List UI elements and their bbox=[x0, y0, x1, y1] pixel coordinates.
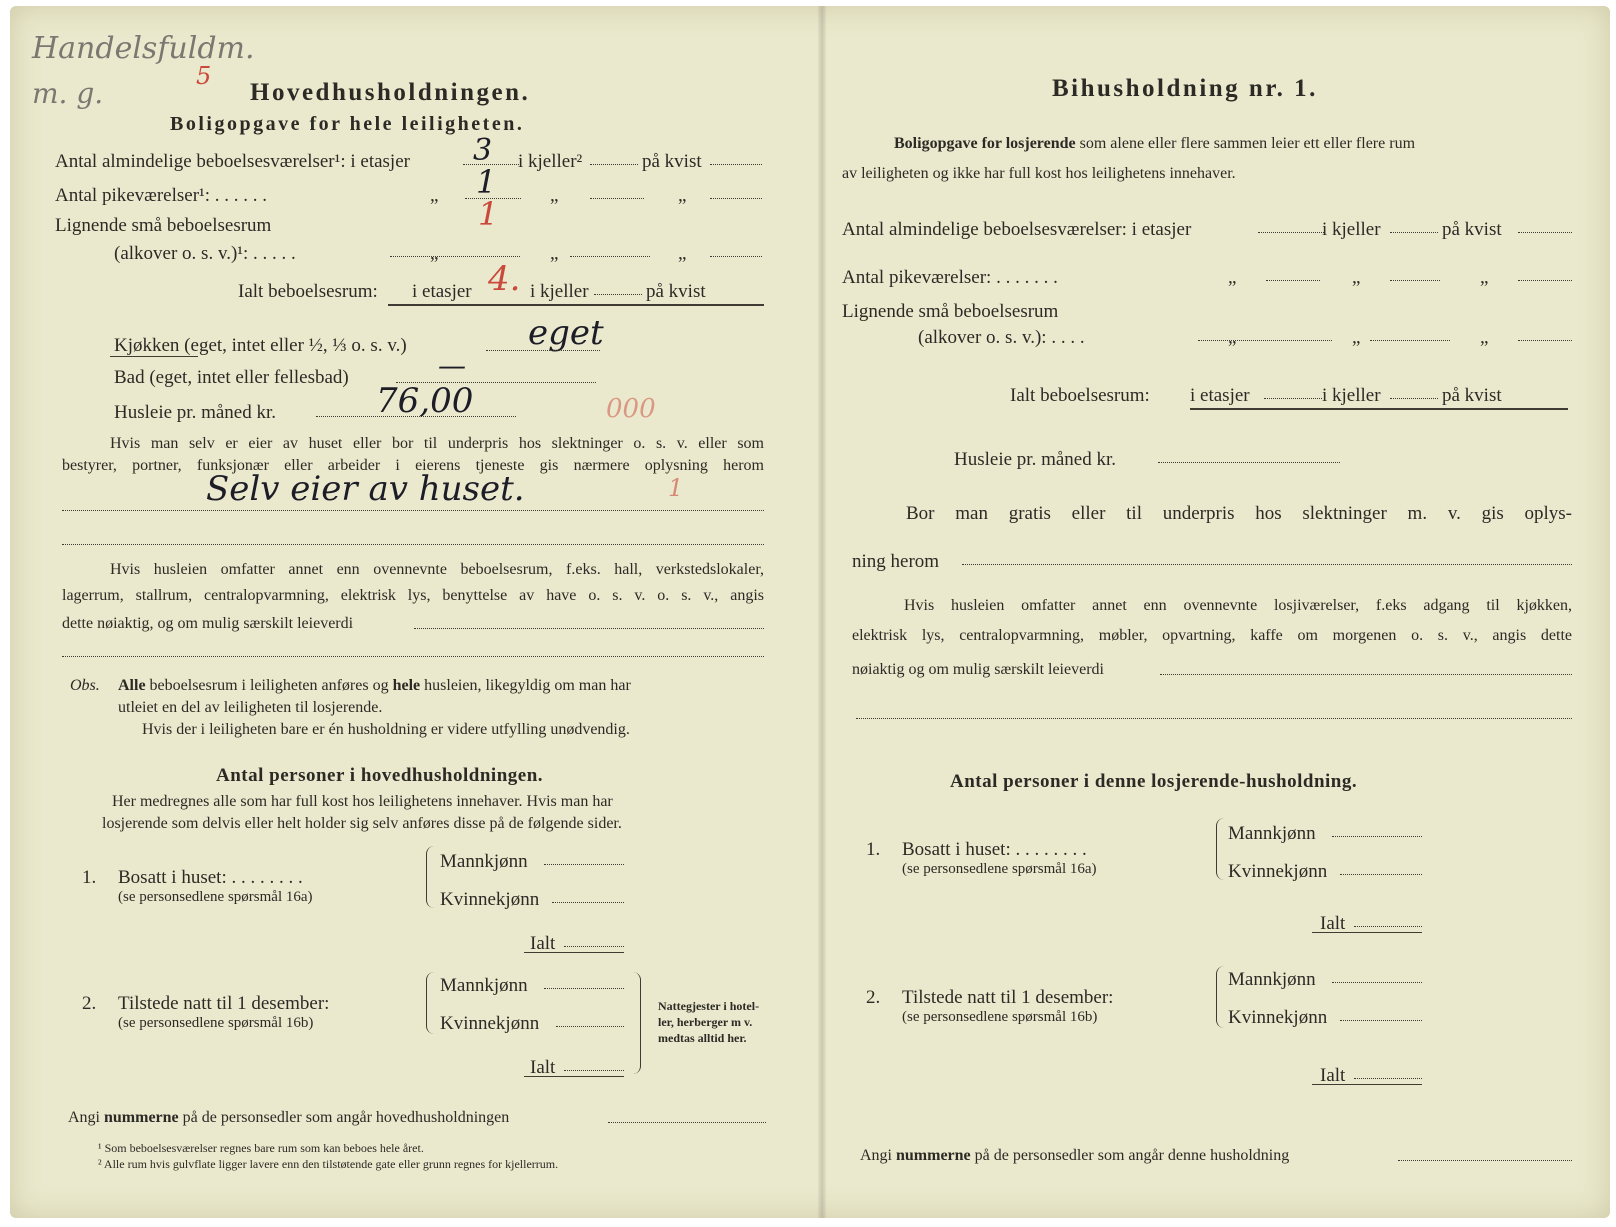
right-rent-label: Husleie pr. måned kr. bbox=[954, 449, 1116, 470]
right-q2-label: Tilstede natt til 1 desember: bbox=[902, 987, 1114, 1008]
q2-male-line bbox=[544, 988, 624, 989]
angi-a: Angi bbox=[68, 1109, 100, 1126]
kitchen-underline bbox=[110, 356, 198, 357]
right-extra-line-2 bbox=[856, 718, 1572, 719]
right-extra-2: elektrisk lys, centralopvarmning, møbler, opvartning, kaffe om morgenen o. s. v., angis dette bbox=[852, 627, 1572, 644]
right-q2-male-line bbox=[1332, 982, 1422, 983]
small-kvist-line bbox=[710, 256, 762, 257]
q1-brace bbox=[426, 846, 435, 908]
right-pike-label: Antal pikeværelser: . . . . . . . bbox=[842, 267, 1058, 288]
right-rooms-label: Antal almindelige beboelsesværelser: i etasjer bbox=[842, 219, 1192, 240]
obs-alle: Alle bbox=[118, 677, 146, 694]
right-rooms-kjeller-line bbox=[1390, 232, 1438, 233]
rooms-label: Antal almindelige beboelsesværelser¹: i etasjer bbox=[55, 151, 410, 172]
ditto-mark: „ bbox=[550, 243, 559, 264]
right-q2-male: Mannkjønn bbox=[1228, 969, 1316, 990]
rooms-etasjer-value: 3 bbox=[473, 133, 493, 168]
footnote-2: ² Alle rum hvis gulvflate ligger lavere enn den tilstøtende gate eller grunn regnes for kjellerrum. bbox=[98, 1157, 559, 1171]
right-q1-total-line bbox=[1354, 926, 1422, 927]
total-kjeller-label: i kjeller bbox=[530, 281, 589, 302]
ditto-mark: „ bbox=[1352, 267, 1361, 288]
rooms-kvist-line bbox=[710, 164, 762, 165]
right-q1-number: 1. bbox=[866, 839, 881, 860]
ditto-mark: „ bbox=[678, 185, 687, 206]
right-persons-title: Antal personer i denne losjerende-husholdning. bbox=[950, 771, 1358, 792]
page-title: Hovedhusholdningen. bbox=[250, 79, 531, 106]
page-subtitle: Boligopgave for hele leiligheten. bbox=[170, 113, 525, 135]
pike-kvist-line bbox=[710, 198, 762, 199]
small-etasjer-line bbox=[390, 256, 520, 257]
persons-title: Antal personer i hovedhusholdningen. bbox=[216, 765, 544, 786]
extra-text-2: lagerrum, stallrum, centralopvarmning, elektrisk lys, benyttelse av have o. s. v. o. s. v., angis bbox=[62, 587, 764, 604]
census-form-sheet bbox=[10, 6, 1610, 1218]
q2-note: (se personsedlene spørsmål 16b) bbox=[118, 1015, 314, 1031]
q1-female-label: Kvinnekjønn bbox=[440, 889, 540, 910]
small-rooms-value: 1 bbox=[478, 195, 499, 233]
ditto-mark: „ bbox=[1480, 267, 1489, 288]
small-rooms-label: Lignende små beboelsesrum bbox=[55, 215, 272, 236]
angi-nummerne: nummerne bbox=[104, 1109, 179, 1126]
guests-note-1: Nattegjester i hotel- bbox=[658, 999, 760, 1013]
persons-note-1: Her medregnes alle som har full kost hos leilighetens innehaver. Hvis man har bbox=[112, 793, 613, 810]
right-q2-total: Ialt bbox=[1320, 1065, 1346, 1086]
q2-brace bbox=[426, 972, 435, 1034]
right-angi-a: Angi bbox=[860, 1147, 892, 1164]
right-q2-total-rule bbox=[1312, 1084, 1422, 1085]
q1-note: (se personsedlene spørsmål 16a) bbox=[118, 889, 313, 905]
extra-line-2 bbox=[62, 656, 764, 657]
total-kvist-label: på kvist bbox=[646, 281, 706, 302]
owner-line-2 bbox=[62, 544, 764, 545]
rooms-kjeller-line bbox=[590, 164, 638, 165]
right-gratis-line bbox=[962, 564, 1572, 565]
right-angi-nummerne: nummerne bbox=[896, 1147, 971, 1164]
right-rent-line bbox=[1158, 462, 1340, 463]
q2-male-label: Mannkjønn bbox=[440, 975, 528, 996]
q1-total-line bbox=[564, 946, 624, 947]
persons-note-2: losjerende som delvis eller helt holder sig selv anføres disse på de følgende sider. bbox=[102, 815, 622, 832]
q1-male-line bbox=[544, 864, 624, 865]
q1-total-rule bbox=[524, 952, 624, 953]
angi-line bbox=[608, 1122, 766, 1123]
q2-total-label: Ialt bbox=[530, 1057, 556, 1078]
right-total-kvist: på kvist bbox=[1442, 385, 1502, 406]
pike-label: Antal pikeværelser¹: . . . . . . bbox=[55, 185, 268, 206]
q2-female-label: Kvinnekjønn bbox=[440, 1013, 540, 1034]
right-q1-total: Ialt bbox=[1320, 913, 1346, 934]
right-total-kjeller-line bbox=[1390, 398, 1438, 399]
right-angi-c: på de personsedler som angår denne husholdning bbox=[974, 1147, 1290, 1164]
small-rooms-label-2: (alkover o. s. v.)¹: . . . . . bbox=[114, 243, 296, 264]
right-pike-etasjer-line bbox=[1266, 280, 1320, 281]
right-angi-line bbox=[1398, 1160, 1572, 1161]
ditto-mark: „ bbox=[550, 185, 559, 206]
rooms-kjeller-label: i kjeller² bbox=[518, 151, 583, 172]
bath-value: — bbox=[438, 349, 466, 382]
rent-value: 76,00 bbox=[376, 381, 474, 421]
right-q2-number: 2. bbox=[866, 987, 881, 1008]
q2-total-line bbox=[564, 1070, 624, 1071]
q2-female-line bbox=[556, 1026, 624, 1027]
obs-text-1b: beboelsesrum i leiligheten anføres og bbox=[149, 677, 389, 694]
owner-line-1 bbox=[62, 510, 764, 511]
total-rooms-rule bbox=[388, 304, 764, 306]
q2-number: 2. bbox=[82, 993, 97, 1014]
right-small-etasjer-line bbox=[1198, 340, 1332, 341]
total-kjeller-line bbox=[594, 294, 642, 295]
right-pike-kjeller-line bbox=[1390, 280, 1440, 281]
right-q2-total-line bbox=[1354, 1078, 1422, 1079]
right-total-label: Ialt beboelsesrum: bbox=[1010, 385, 1150, 406]
ditto-mark: „ bbox=[430, 243, 439, 264]
kitchen-label: Kjøkken (eget, intet eller ½, ⅓ o. s. v.) bbox=[114, 335, 407, 356]
obs-text-2: utleiet en del av leiligheten til losjerende. bbox=[118, 699, 383, 716]
obs-text-3: Hvis der i leiligheten bare er én husholdning er videre utfylling unødvendig. bbox=[142, 721, 630, 738]
right-extra-1: Hvis husleien omfatter annet enn ovennevnte losjiværelser, f.eks adgang til kjøkken, bbox=[904, 597, 1572, 614]
kitchen-line bbox=[486, 350, 600, 351]
obs-label: Obs. bbox=[70, 677, 100, 694]
right-pike-kvist-line bbox=[1518, 280, 1572, 281]
q1-male-label: Mannkjønn bbox=[440, 851, 528, 872]
ditto-mark: „ bbox=[430, 185, 439, 206]
right-q1-note: (se personsedlene spørsmål 16a) bbox=[902, 861, 1097, 877]
right-rooms-etasjer-line bbox=[1258, 232, 1324, 233]
right-gratis-1: Bor man gratis eller til underpris hos slektninger m. v. gis oplys- bbox=[906, 503, 1572, 524]
q2-label: Tilstede natt til 1 desember: bbox=[118, 993, 330, 1014]
right-intro-bold: Boligopgave for losjerende bbox=[894, 135, 1076, 152]
right-extra-line-1 bbox=[1160, 674, 1572, 675]
right-extra-3: nøiaktig og om mulig særskilt leieverdi bbox=[852, 661, 1104, 678]
right-small-kvist-line bbox=[1518, 340, 1572, 341]
ditto-mark: „ bbox=[678, 243, 687, 264]
kitchen-value: eget bbox=[528, 313, 604, 353]
extra-text-3: dette nøiaktig, og om mulig særskilt leieverdi bbox=[62, 615, 354, 632]
right-title: Bihusholdning nr. 1. bbox=[1052, 75, 1318, 102]
right-q2-brace bbox=[1216, 966, 1225, 1028]
right-q1-female-line bbox=[1340, 874, 1422, 875]
obs-hele: hele bbox=[392, 677, 421, 694]
owner-note: Selv eier av huset. bbox=[206, 469, 525, 509]
right-rooms-kjeller: i kjeller bbox=[1322, 219, 1381, 240]
owner-text-2: bestyrer, portner, funksjonær eller arbeider i eierens tjeneste gis nærmere oplysning herom bbox=[62, 457, 764, 474]
ditto-mark: „ bbox=[1352, 327, 1361, 348]
right-total-kjeller: i kjeller bbox=[1322, 385, 1381, 406]
right-q1-female: Kvinnekjønn bbox=[1228, 861, 1328, 882]
handwritten-occupation: Handelsfuldm. bbox=[32, 31, 255, 66]
right-rooms-kvist-line bbox=[1518, 232, 1572, 233]
right-q1-male-line bbox=[1332, 836, 1422, 837]
right-small-kjeller-line bbox=[1370, 340, 1450, 341]
q2-total-rule bbox=[524, 1076, 624, 1077]
bath-label: Bad (eget, intet eller fellesbad) bbox=[114, 367, 349, 388]
ditto-mark: „ bbox=[1480, 327, 1489, 348]
rooms-kvist-label: på kvist bbox=[642, 151, 702, 172]
right-q1-brace bbox=[1216, 818, 1225, 880]
page-fold bbox=[818, 6, 826, 1218]
right-q1-male: Mannkjønn bbox=[1228, 823, 1316, 844]
q1-number: 1. bbox=[82, 867, 97, 888]
guests-note-2: ler, herberger m v. bbox=[658, 1015, 753, 1029]
guests-brace bbox=[632, 972, 641, 1074]
angi-numbers bbox=[68, 1110, 509, 1126]
guests-note-3: medtas alltid her. bbox=[658, 1031, 747, 1045]
owner-mark: 1 bbox=[668, 474, 684, 502]
right-total-etasjer-line bbox=[1264, 398, 1322, 399]
right-q2-female-line bbox=[1340, 1020, 1422, 1021]
pike-kjeller-line bbox=[590, 198, 644, 199]
total-rooms-label: Ialt beboelsesrum: bbox=[238, 281, 378, 302]
pike-etasjer-value: 1 bbox=[476, 163, 497, 201]
right-q2-note: (se personsedlene spørsmål 16b) bbox=[902, 1009, 1098, 1025]
total-etasjer-value: 4. bbox=[488, 259, 521, 299]
q1-female-line bbox=[552, 902, 624, 903]
rent-extra-value: 000 bbox=[606, 394, 656, 424]
small-kjeller-line bbox=[570, 256, 650, 257]
owner-text-1: Hvis man selv er eier av huset eller bor til underpris hos slektninger o. s. v. eller som bbox=[110, 435, 764, 452]
rent-label: Husleie pr. måned kr. bbox=[114, 402, 276, 423]
right-total-rule bbox=[1190, 408, 1568, 410]
right-total-etasjer: i etasjer bbox=[1190, 385, 1250, 406]
right-intro-1 bbox=[894, 136, 1415, 152]
right-small-label-1: Lignende små beboelsesrum bbox=[842, 301, 1059, 322]
right-q1-total-rule bbox=[1312, 932, 1422, 933]
obs-text-1d: husleien, likegyldig om man har bbox=[424, 677, 631, 694]
handwritten-number: 5 bbox=[196, 62, 212, 90]
right-intro-2: av leiligheten og ikke har full kost hos leilighetens innehaver. bbox=[842, 165, 1236, 182]
right-q1-label: Bosatt i huset: . . . . . . . . bbox=[902, 839, 1087, 860]
footnote-1: ¹ Som beboelsesværelser regnes bare rum som kan beboes hele året. bbox=[98, 1141, 424, 1155]
handwritten-marital: m. g. bbox=[32, 77, 104, 110]
total-etasjer-label: i etasjer bbox=[412, 281, 472, 302]
right-rooms-kvist: på kvist bbox=[1442, 219, 1502, 240]
extra-text-1: Hvis husleien omfatter annet enn ovennevnte beboelsesrum, f.eks. hall, verkstedslokaler, bbox=[110, 561, 764, 578]
right-small-label-2: (alkover o. s. v.): . . . . bbox=[918, 327, 1085, 348]
right-q2-female: Kvinnekjønn bbox=[1228, 1007, 1328, 1028]
q1-label: Bosatt i huset: . . . . . . . . bbox=[118, 867, 303, 888]
right-intro-rest: som alene eller flere sammen leier ett eller flere rum bbox=[1079, 135, 1416, 152]
q1-total-label: Ialt bbox=[530, 933, 556, 954]
angi-c: på de personsedler som angår hovedhusholdningen bbox=[182, 1109, 510, 1126]
ditto-mark: „ bbox=[1228, 267, 1237, 288]
right-angi-numbers bbox=[860, 1148, 1289, 1164]
ditto-mark: „ bbox=[1228, 327, 1237, 348]
extra-line-1 bbox=[414, 628, 764, 629]
right-gratis-2: ning herom bbox=[852, 551, 940, 572]
obs-text-1 bbox=[118, 678, 631, 694]
